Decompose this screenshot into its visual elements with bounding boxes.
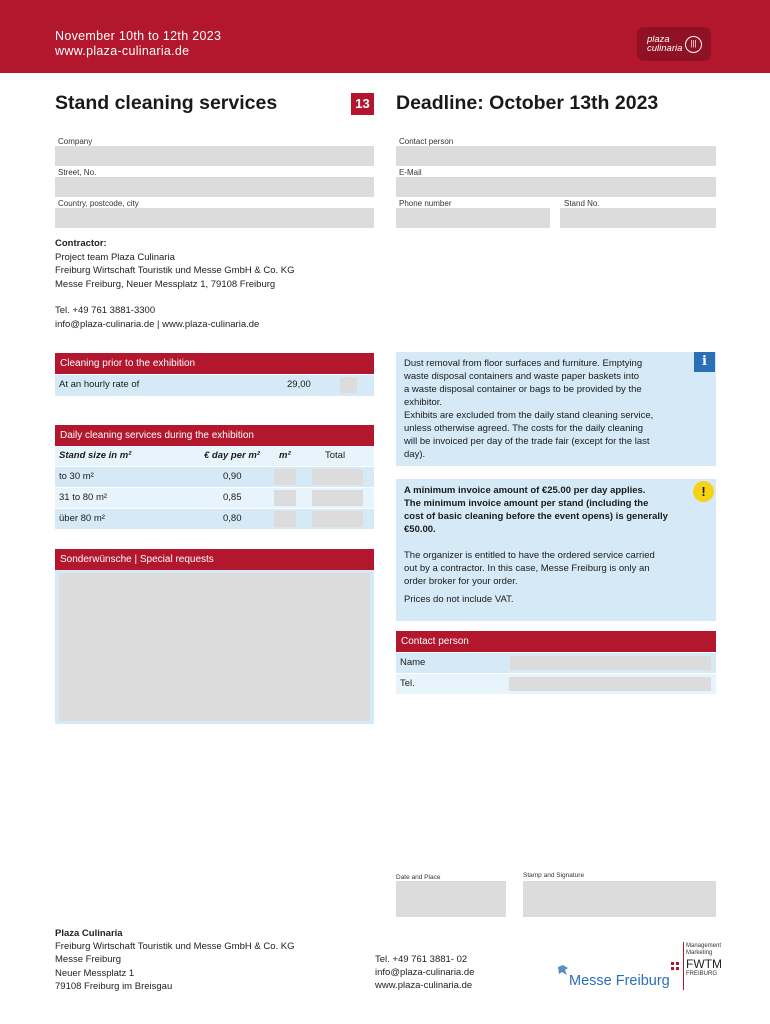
fwtm-mark-icon	[671, 958, 680, 976]
col-price: € day per m²	[204, 450, 260, 461]
special-requests-header: Sonderwünsche | Special requests	[55, 549, 374, 570]
daily-cleaning-column-header	[55, 446, 374, 466]
street-field[interactable]	[55, 177, 374, 197]
fwtm-big-text: FWTM	[686, 957, 722, 971]
header-band	[0, 0, 770, 73]
table-row	[55, 488, 374, 508]
fwtm-small-text: Management	[686, 943, 722, 949]
event-dates: November 10th to 12th 2023	[55, 29, 222, 43]
row-price: 0,90	[223, 471, 242, 482]
col-stand-size: Stand size in m²	[59, 450, 132, 461]
footer-contact	[375, 953, 474, 993]
info-text: day).	[404, 449, 426, 460]
prior-cleaning-row	[55, 375, 374, 396]
info-icon: i	[694, 352, 715, 372]
contact-name-input[interactable]	[510, 656, 711, 670]
special-requests-textarea[interactable]	[59, 573, 370, 721]
contractor-line: Freiburg Wirtschaft Touristik und Messe GmbH & Co. KG	[55, 265, 295, 276]
info-bold-text: €50.00.	[404, 524, 436, 535]
contact-person-field[interactable]	[396, 146, 716, 166]
row-price: 0,85	[223, 492, 242, 503]
daily-cleaning-header: Daily cleaning services during the exhibition	[55, 425, 374, 446]
stand-no-label: Stand No.	[564, 199, 600, 208]
logo-text-2: culinaria	[647, 43, 683, 54]
page-title: Stand cleaning services	[55, 92, 278, 114]
warning-icon: !	[693, 481, 714, 502]
logo-mark-icon: |||	[685, 36, 702, 53]
col-total: Total	[325, 450, 346, 461]
info-text: will be invoiced per day of the trade fair (except for the last	[404, 436, 650, 447]
country-field[interactable]	[55, 208, 374, 228]
contractor-line: Project team Plaza Culinaria	[55, 251, 175, 263]
contact-tel-input[interactable]	[509, 677, 711, 691]
cleaning-info-box	[396, 352, 716, 466]
row-size: to 30 m²	[59, 471, 94, 482]
footer-tel: Tel. +49 761 3881- 02	[375, 954, 468, 965]
stamp-signature-field[interactable]	[523, 881, 716, 917]
info-bold-text: The minimum invoice amount per stand (including the	[404, 498, 649, 509]
info-text: out by a contractor. In this case, Messe Freiburg is only an	[404, 563, 650, 574]
contractor-tel: Tel. +49 761 3881-3300	[55, 305, 156, 316]
email-field[interactable]	[396, 177, 716, 197]
plaza-culinaria-logo	[637, 27, 711, 61]
contact-tel-row	[396, 674, 716, 694]
row-price: 0,80	[223, 513, 242, 524]
vat-note: Prices do not include VAT.	[404, 594, 514, 605]
messe-mark-icon	[557, 964, 569, 976]
date-place-label: Date and Place	[396, 874, 441, 881]
company-label: Company	[58, 137, 93, 146]
country-label: Country, postcode, city	[58, 199, 139, 208]
footer-city: 79108 Freiburg im Breisgau	[55, 980, 173, 992]
info-bold-text: cost of basic cleaning before the event opens) is generally	[404, 511, 668, 522]
info-text: Exhibits are excluded from the daily stand cleaning service,	[404, 410, 654, 421]
footer-email[interactable]: info@plaza-culinaria.de	[375, 967, 475, 979]
minimum-invoice-box	[396, 479, 716, 621]
form-number-badge: 13	[351, 93, 374, 115]
logo-text-1: plaza	[647, 34, 670, 45]
fwtm-logo	[686, 943, 722, 978]
footer-street: Neuer Messplatz 1	[55, 967, 135, 979]
m2-input[interactable]	[274, 511, 296, 527]
footer-venue: Messe Freiburg	[55, 954, 121, 966]
contractor-line: Messe Freiburg, Neuer Messplatz 1, 79108 Freiburg	[55, 278, 276, 290]
footer-web[interactable]: www.plaza-culinaria.de	[375, 980, 473, 992]
phone-field[interactable]	[396, 208, 550, 228]
phone-label: Phone number	[399, 199, 452, 208]
info-text: unless otherwise agreed. The costs for the daily cleaning	[404, 423, 644, 434]
total-input[interactable]	[312, 490, 363, 506]
table-row	[55, 467, 374, 487]
contractor-block	[55, 237, 295, 331]
special-requests-panel	[55, 570, 374, 724]
company-field[interactable]	[55, 146, 374, 166]
contractor-web[interactable]: info@plaza-culinaria.de | www.plaza-culinaria.de	[55, 318, 260, 330]
stand-no-field[interactable]	[560, 208, 716, 228]
total-input[interactable]	[312, 511, 363, 527]
prior-cleaning-header: Cleaning prior to the exhibition	[55, 353, 374, 374]
m2-input[interactable]	[274, 490, 296, 506]
hourly-rate-value: 29,00	[287, 379, 311, 390]
info-text: waste disposal containers and waste paper baskets into	[404, 371, 639, 382]
footer-address	[55, 927, 295, 993]
fwtm-small-text: Marketing	[686, 949, 713, 956]
col-m2: m²	[279, 450, 291, 461]
info-text: order broker for your order.	[404, 576, 518, 587]
contact-name-row	[396, 653, 716, 673]
contact-tel-label: Tel.	[400, 678, 415, 689]
info-text: Dust removal from floor surfaces and furniture. Emptying	[404, 358, 643, 369]
event-website[interactable]: www.plaza-culinaria.de	[55, 44, 190, 58]
m2-input[interactable]	[274, 469, 296, 485]
messe-logo-text: Messe Freiburg	[569, 973, 670, 989]
info-bold-text: A minimum invoice amount of €25.00 per day applies.	[404, 485, 646, 496]
deadline-title: Deadline: October 13th 2023	[396, 92, 659, 114]
table-row	[55, 509, 374, 529]
contact-person-label: Contact person	[399, 137, 454, 146]
contractor-heading: Contractor:	[55, 238, 107, 249]
footer-company: Freiburg Wirtschaft Touristik und Messe GmbH & Co. KG	[55, 941, 295, 953]
hourly-rate-checkbox[interactable]	[340, 377, 357, 393]
street-label: Street, No.	[58, 168, 97, 177]
info-text: The organizer is entitled to have the ordered service carried	[404, 550, 655, 561]
row-size: 31 to 80 m²	[59, 492, 108, 503]
email-label: E-Mail	[399, 168, 422, 177]
hourly-rate-label: At an hourly rate of	[59, 379, 140, 390]
stamp-signature-label: Stamp and Signature	[523, 872, 585, 879]
info-text: a waste disposal container or bags to be provided by the	[404, 384, 642, 395]
info-text: exhibitor.	[404, 397, 443, 408]
contact-person-header: Contact person	[396, 631, 716, 652]
date-place-field[interactable]	[396, 881, 506, 917]
logo-divider	[683, 942, 684, 990]
fwtm-city-text: FREIBURG	[686, 971, 718, 977]
row-size: über 80 m²	[59, 513, 105, 524]
contact-name-label: Name	[400, 657, 426, 668]
total-input[interactable]	[312, 469, 363, 485]
footer-org: Plaza Culinaria	[55, 928, 123, 939]
